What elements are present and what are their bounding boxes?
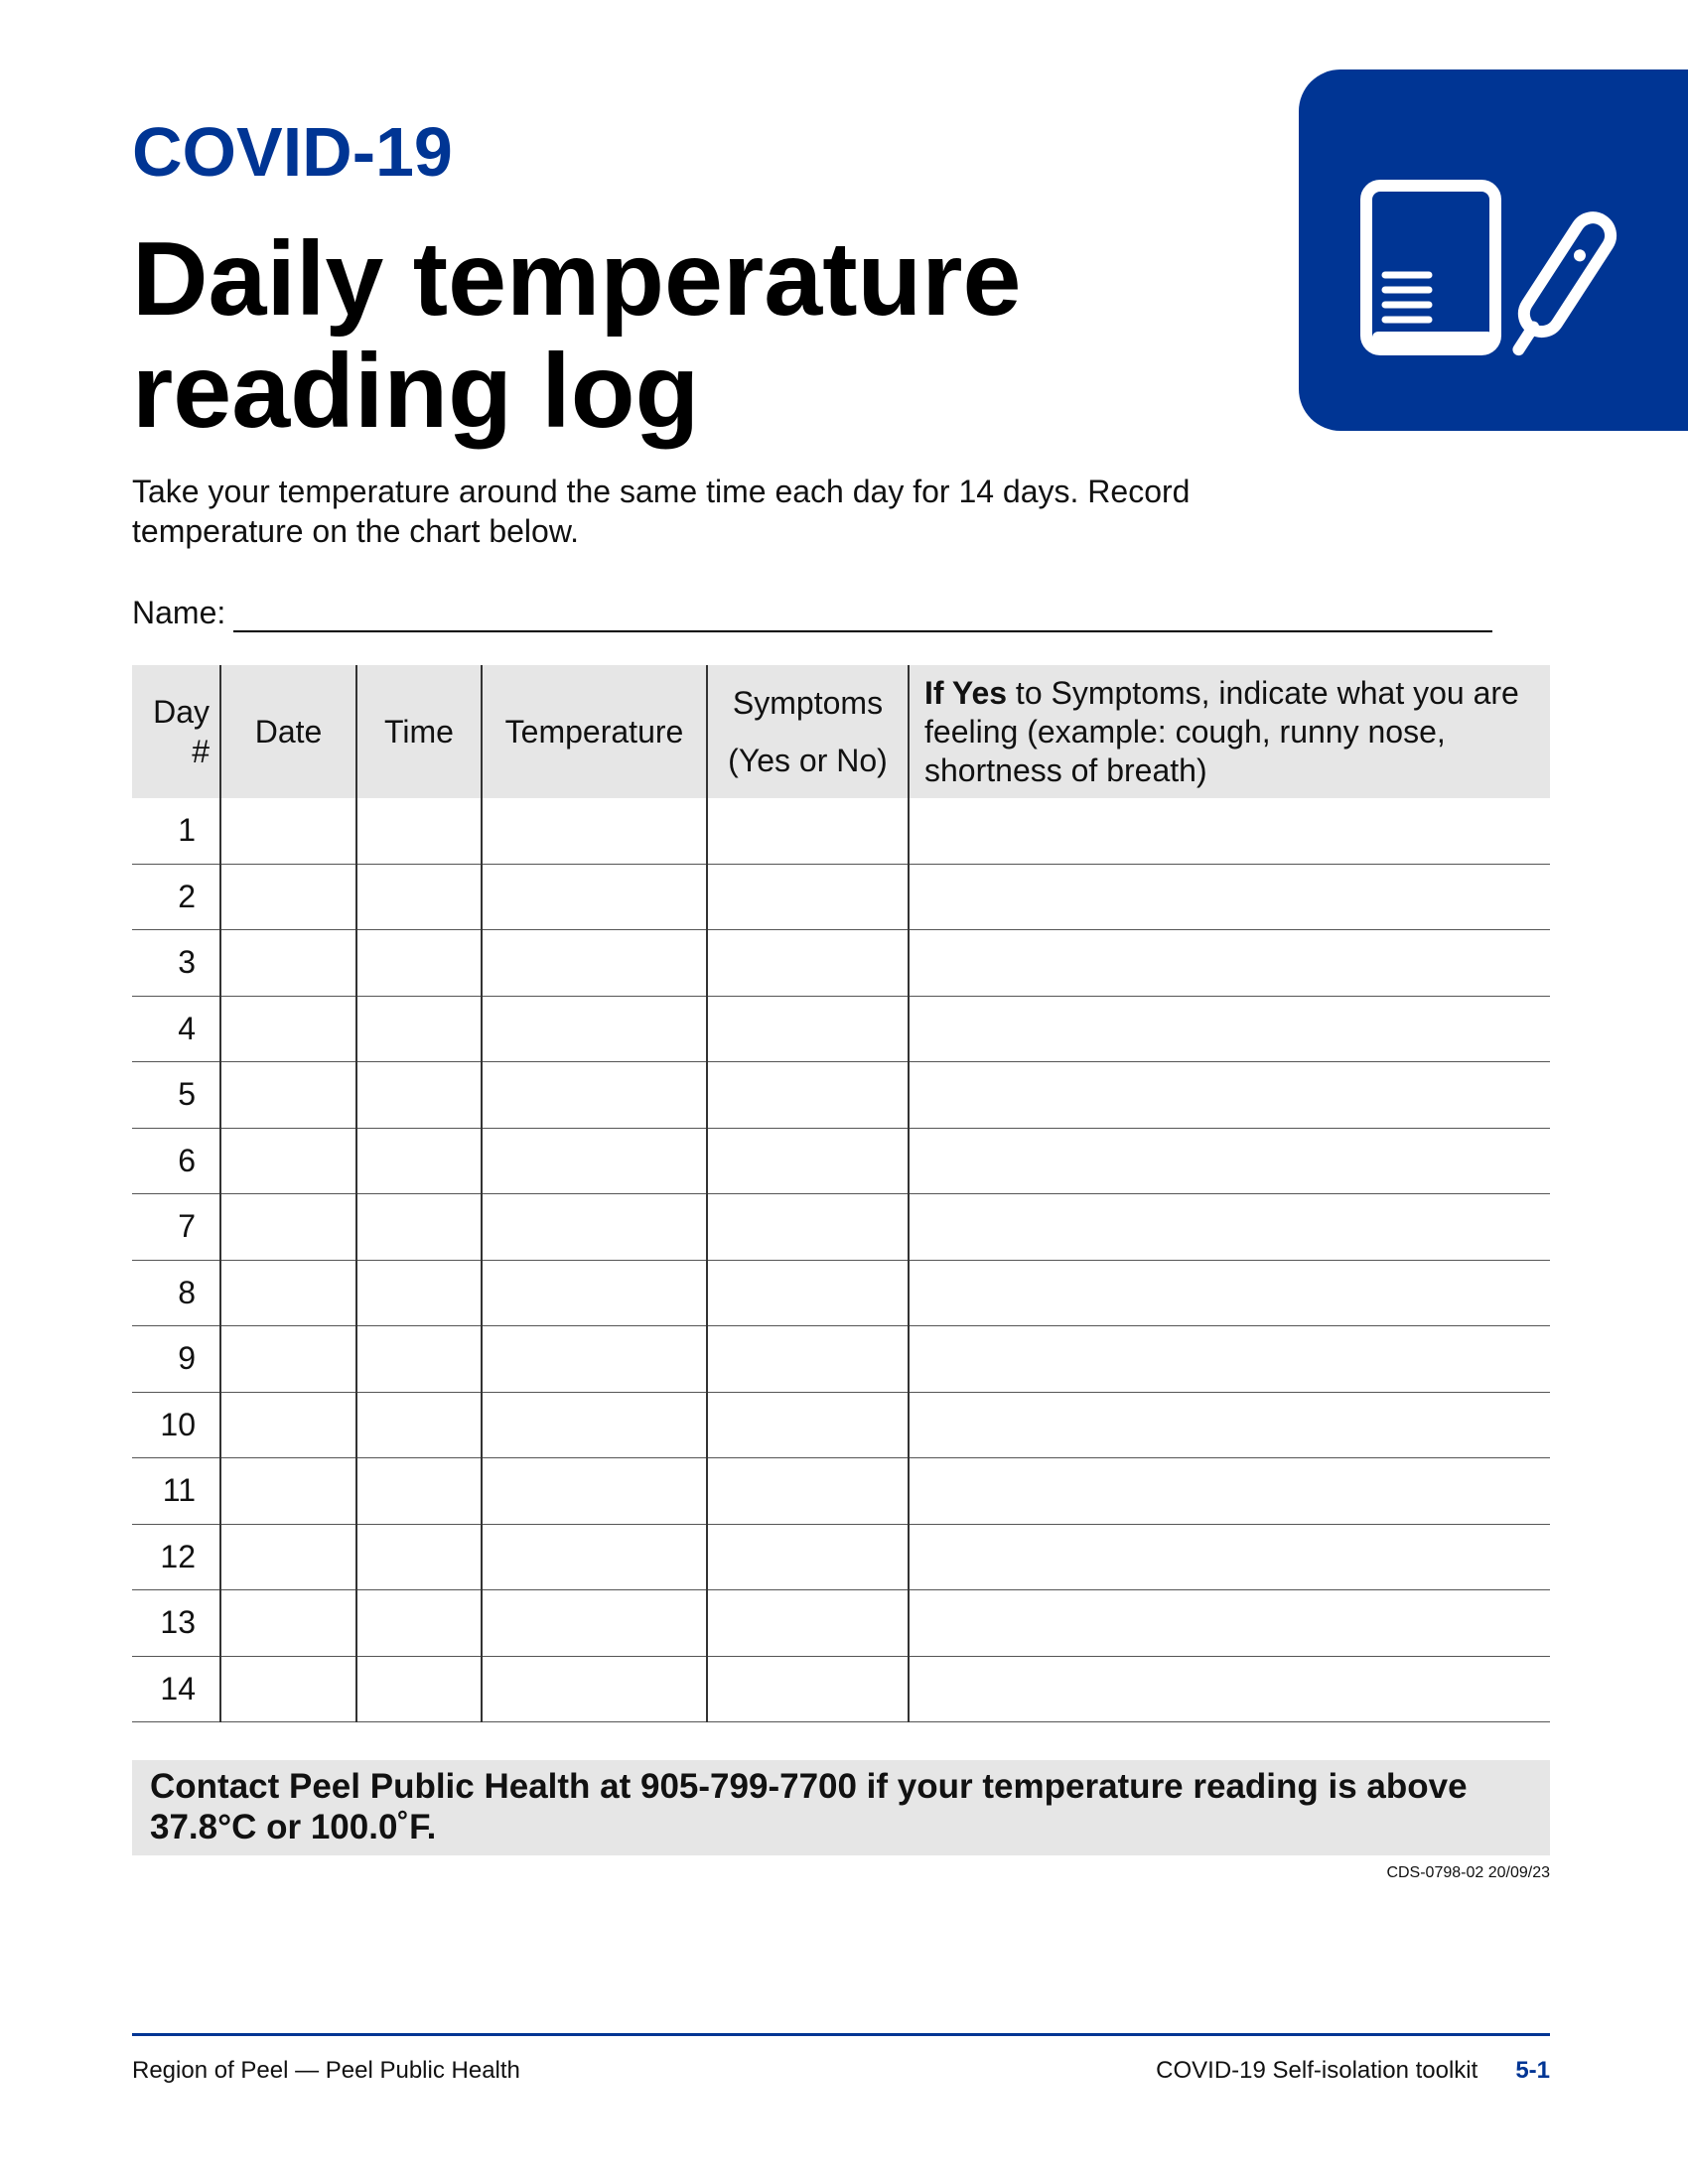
day-number-cell: 3 bbox=[132, 930, 220, 997]
symptoms-cell[interactable] bbox=[707, 1326, 909, 1393]
temperature-cell[interactable] bbox=[482, 1194, 707, 1261]
symptom-details-cell[interactable] bbox=[909, 1260, 1550, 1326]
table-row bbox=[132, 1326, 1550, 1393]
symptom-details-cell[interactable] bbox=[909, 1656, 1550, 1722]
temperature-cell[interactable] bbox=[482, 1128, 707, 1194]
symptoms-cell[interactable] bbox=[707, 1524, 909, 1590]
date-cell[interactable] bbox=[220, 1524, 356, 1590]
day-number-cell: 8 bbox=[132, 1260, 220, 1326]
temperature-cell[interactable] bbox=[482, 1062, 707, 1129]
time-cell[interactable] bbox=[356, 1062, 482, 1129]
table-row bbox=[132, 1062, 1550, 1129]
table-row bbox=[132, 930, 1550, 997]
symptom-details-cell[interactable] bbox=[909, 798, 1550, 864]
temperature-cell[interactable] bbox=[482, 1326, 707, 1393]
footer-toolkit-title: COVID-19 Self-isolation toolkit bbox=[1156, 2057, 1478, 2084]
date-cell[interactable] bbox=[220, 1458, 356, 1525]
symptoms-cell[interactable] bbox=[707, 1392, 909, 1458]
day-number-cell: 12 bbox=[132, 1524, 220, 1590]
symptom-details-cell[interactable] bbox=[909, 1062, 1550, 1129]
header-symptoms-line-1: Symptoms bbox=[732, 685, 884, 721]
day-number-cell: 9 bbox=[132, 1326, 220, 1393]
day-number-cell: 10 bbox=[132, 1392, 220, 1458]
date-cell[interactable] bbox=[220, 1062, 356, 1129]
temperature-cell[interactable] bbox=[482, 1524, 707, 1590]
table-row bbox=[132, 1524, 1550, 1590]
symptoms-cell[interactable] bbox=[707, 1194, 909, 1261]
day-number-cell: 4 bbox=[132, 996, 220, 1062]
table-row bbox=[132, 1128, 1550, 1194]
day-number-cell: 11 bbox=[132, 1458, 220, 1525]
header-notes-text: to Symptoms, indicate what you are feeling (example: cough, runny nose, shortness of breath) bbox=[924, 674, 1519, 788]
symptom-details-cell[interactable] bbox=[909, 996, 1550, 1062]
date-cell[interactable] bbox=[220, 1656, 356, 1722]
symptoms-cell[interactable] bbox=[707, 1656, 909, 1722]
temperature-cell[interactable] bbox=[482, 864, 707, 930]
date-cell[interactable] bbox=[220, 1392, 356, 1458]
name-field[interactable] bbox=[233, 597, 1492, 632]
contact-notice: Contact Peel Public Health at 905-799-7700 if your temperature reading is above 37.8°C or 100.0˚F. bbox=[132, 1760, 1550, 1855]
day-number-cell: 6 bbox=[132, 1128, 220, 1194]
temperature-cell[interactable] bbox=[482, 798, 707, 864]
date-cell[interactable] bbox=[220, 1260, 356, 1326]
table-row bbox=[132, 1590, 1550, 1657]
symptoms-cell[interactable] bbox=[707, 798, 909, 864]
header-symptoms-line-2: (Yes or No) bbox=[728, 743, 888, 778]
header-day-line-2: # bbox=[192, 734, 210, 769]
header-badge bbox=[1299, 69, 1688, 431]
time-cell[interactable] bbox=[356, 1524, 482, 1590]
symptoms-cell[interactable] bbox=[707, 1128, 909, 1194]
table-row bbox=[132, 996, 1550, 1062]
header-day-line-1: Day bbox=[153, 694, 210, 730]
symptom-details-cell[interactable] bbox=[909, 1194, 1550, 1261]
date-cell[interactable] bbox=[220, 864, 356, 930]
table-row bbox=[132, 1194, 1550, 1261]
symptom-details-cell[interactable] bbox=[909, 864, 1550, 930]
intro-text: Take your temperature around the same time each day for 14 days. Record temperature on the chart below. bbox=[132, 474, 1191, 549]
symptoms-cell[interactable] bbox=[707, 1458, 909, 1525]
name-field-row bbox=[132, 593, 1492, 632]
table-body bbox=[132, 798, 1550, 1722]
temperature-cell[interactable] bbox=[482, 1458, 707, 1525]
log-book-thermometer-icon bbox=[1299, 69, 1688, 431]
symptom-details-cell[interactable] bbox=[909, 930, 1550, 997]
day-number-cell: 14 bbox=[132, 1656, 220, 1722]
header-day bbox=[132, 665, 220, 798]
footer-organization: Region of Peel — Peel Public Health bbox=[132, 2057, 520, 2084]
time-cell[interactable] bbox=[356, 1656, 482, 1722]
name-label: Name: bbox=[132, 595, 226, 630]
date-cell[interactable] bbox=[220, 1128, 356, 1194]
symptom-details-cell[interactable] bbox=[909, 1326, 1550, 1393]
table-row bbox=[132, 798, 1550, 864]
table-row bbox=[132, 1656, 1550, 1722]
table-row bbox=[132, 864, 1550, 930]
document-code: CDS-0798-02 20/09/23 bbox=[1386, 1864, 1550, 1881]
footer-toolkit bbox=[1156, 2057, 1550, 2085]
temperature-cell[interactable] bbox=[482, 1656, 707, 1722]
header-symptom-details bbox=[909, 665, 1550, 798]
header-temperature: Temperature bbox=[482, 665, 707, 798]
table-row bbox=[132, 1458, 1550, 1525]
day-number-cell: 13 bbox=[132, 1590, 220, 1657]
temperature-cell[interactable] bbox=[482, 1392, 707, 1458]
time-cell[interactable] bbox=[356, 1194, 482, 1261]
date-cell[interactable] bbox=[220, 1326, 356, 1393]
eyebrow-label: COVID-19 bbox=[132, 113, 453, 191]
date-cell[interactable] bbox=[220, 1194, 356, 1261]
header-date: Date bbox=[220, 665, 356, 798]
date-cell[interactable] bbox=[220, 798, 356, 864]
date-cell[interactable] bbox=[220, 930, 356, 997]
symptoms-cell[interactable] bbox=[707, 1590, 909, 1657]
day-number-cell: 2 bbox=[132, 864, 220, 930]
time-cell[interactable] bbox=[356, 798, 482, 864]
page-number: 5-1 bbox=[1515, 2057, 1550, 2084]
time-cell[interactable] bbox=[356, 1590, 482, 1657]
time-cell[interactable] bbox=[356, 1458, 482, 1525]
time-cell[interactable] bbox=[356, 930, 482, 997]
header-if-yes: If Yes bbox=[924, 674, 1008, 711]
symptom-details-cell[interactable] bbox=[909, 1524, 1550, 1590]
symptom-details-cell[interactable] bbox=[909, 1392, 1550, 1458]
temperature-log-table bbox=[132, 665, 1550, 1722]
page-title bbox=[132, 220, 1224, 450]
day-number-cell: 7 bbox=[132, 1194, 220, 1261]
time-cell[interactable] bbox=[356, 1128, 482, 1194]
symptoms-cell[interactable] bbox=[707, 1260, 909, 1326]
date-cell[interactable] bbox=[220, 996, 356, 1062]
day-number-cell: 5 bbox=[132, 1062, 220, 1129]
symptom-details-cell[interactable] bbox=[909, 1590, 1550, 1657]
header-time: Time bbox=[356, 665, 482, 798]
time-cell[interactable] bbox=[356, 864, 482, 930]
date-cell[interactable] bbox=[220, 1590, 356, 1657]
footer-divider bbox=[132, 2033, 1550, 2036]
day-number-cell: 1 bbox=[132, 798, 220, 864]
page-title-line-2: reading log bbox=[132, 333, 700, 450]
temperature-cell[interactable] bbox=[482, 930, 707, 997]
symptoms-cell[interactable] bbox=[707, 996, 909, 1062]
symptom-details-cell[interactable] bbox=[909, 1128, 1550, 1194]
temperature-cell[interactable] bbox=[482, 996, 707, 1062]
page-title-line-1: Daily temperature bbox=[132, 220, 1022, 338]
symptom-details-cell[interactable] bbox=[909, 1458, 1550, 1525]
symptoms-cell[interactable] bbox=[707, 1062, 909, 1129]
symptoms-cell[interactable] bbox=[707, 930, 909, 997]
time-cell[interactable] bbox=[356, 1260, 482, 1326]
time-cell[interactable] bbox=[356, 1326, 482, 1393]
time-cell[interactable] bbox=[356, 1392, 482, 1458]
header-symptoms bbox=[707, 665, 909, 798]
table-header-row bbox=[132, 665, 1550, 798]
symptoms-cell[interactable] bbox=[707, 864, 909, 930]
table-row bbox=[132, 1260, 1550, 1326]
temperature-cell[interactable] bbox=[482, 1590, 707, 1657]
table-row bbox=[132, 1392, 1550, 1458]
time-cell[interactable] bbox=[356, 996, 482, 1062]
temperature-cell[interactable] bbox=[482, 1260, 707, 1326]
